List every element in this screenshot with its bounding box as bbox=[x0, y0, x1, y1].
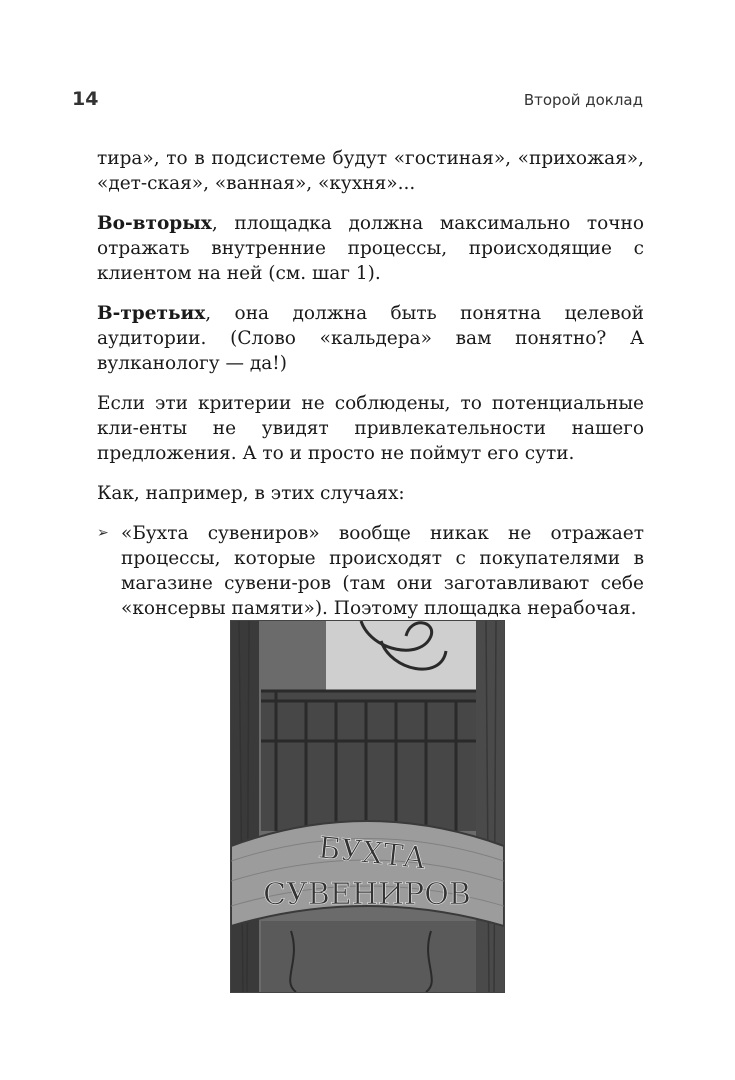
list-item: ➢ «Бухта сувениров» вообще никак не отражает процессы, которые происходят с покупателями в магазине сувени-ров (там они заготавливают себе «консервы памяти»). Поэтому площадка нерабочая. bbox=[97, 523, 644, 619]
paragraph-lead: В-третьих bbox=[97, 303, 206, 324]
body-text bbox=[97, 146, 644, 621]
paragraph: тира», то в подсистеме будут «гостиная», «прихожая», «дет-ская», «ванная», «кухня»... bbox=[97, 148, 644, 194]
page-header bbox=[72, 88, 643, 114]
sign-line-1: БУХТА bbox=[316, 830, 428, 877]
page-number: 14 bbox=[72, 88, 99, 110]
photo-illustration bbox=[231, 621, 504, 992]
running-title: Второй доклад bbox=[523, 91, 643, 109]
paragraph: Если эти критерии не соблюдены, то потенциальные кли-енты не увидят привлекательности нашего предложения. А то и просто не поймут его сути. bbox=[97, 393, 644, 464]
paragraph: Во-вторых, площадка должна максимально точно отражать внутренние процессы, происходящие с клиентом на ней (см. шаг 1). bbox=[97, 213, 644, 284]
paragraph-lead: Во-вторых bbox=[97, 213, 212, 234]
arrow-bullet-icon: ➢ bbox=[97, 525, 109, 541]
sign-line-2: СУВЕНИРОВ bbox=[263, 877, 471, 912]
sign-photo bbox=[230, 620, 505, 993]
paragraph: Как, например, в этих случаях: bbox=[97, 483, 405, 504]
paragraph: В-третьих, она должна быть понятна целевой аудитории. (Слово «кальдера» вам понятно? А вулканологу — да!) bbox=[97, 303, 644, 374]
